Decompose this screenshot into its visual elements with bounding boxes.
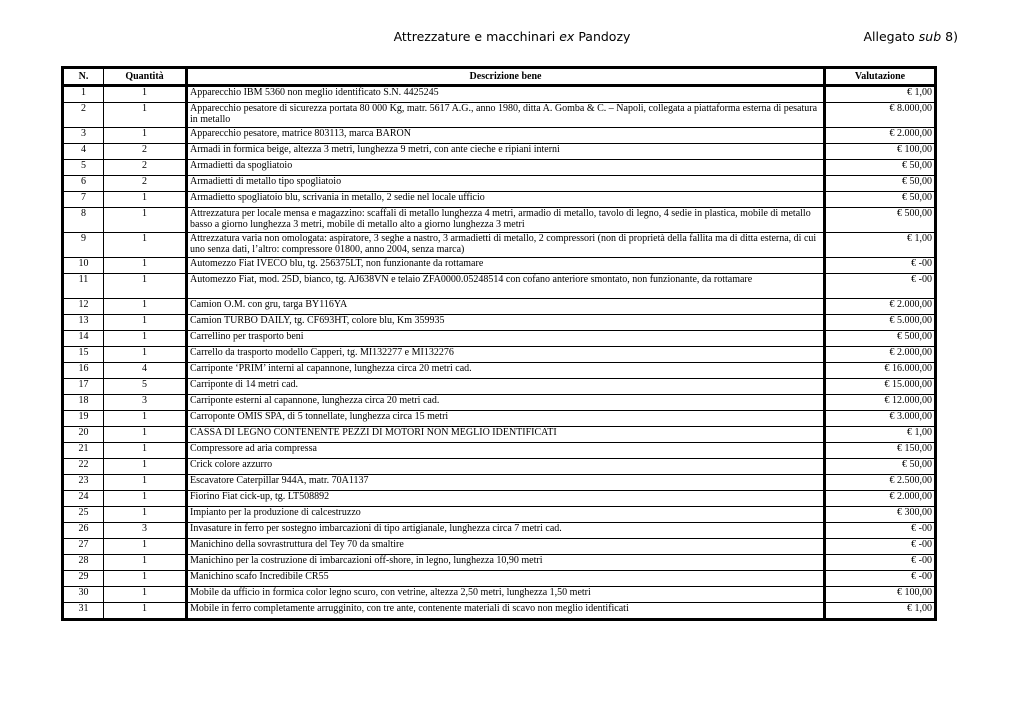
row-valuation: € 8.000,00 (825, 103, 936, 128)
table-row (63, 274, 936, 299)
row-valuation: € 100,00 (825, 587, 936, 603)
row-quantity: 1 (104, 192, 187, 208)
row-quantity: 1 (104, 299, 187, 315)
row-valuation: € 50,00 (825, 176, 936, 192)
row-quantity: 1 (104, 459, 187, 475)
table-row (63, 103, 936, 128)
row-description: Apparecchio pesatore, matrice 803113, marca BARON (187, 128, 825, 144)
row-valuation: € 3.000,00 (825, 411, 936, 427)
table-row (63, 299, 936, 315)
row-quantity: 2 (104, 160, 187, 176)
row-quantity: 1 (104, 315, 187, 331)
row-valuation: € 500,00 (825, 331, 936, 347)
table-row (63, 395, 936, 411)
row-valuation: € 50,00 (825, 192, 936, 208)
row-quantity: 5 (104, 379, 187, 395)
row-description: Escavatore Caterpillar 944A, matr. 70A1137 (187, 475, 825, 491)
table-row (63, 587, 936, 603)
row-number: 14 (63, 331, 104, 347)
row-description: Camion O.M. con gru, targa BY116YA (187, 299, 825, 315)
row-description: Manichino della sovrastruttura del Tey 70 da smaltire (187, 539, 825, 555)
row-description: Armadietti da spogliatoio (187, 160, 825, 176)
row-valuation: € 2.000,00 (825, 491, 936, 507)
row-description: Camion TURBO DAILY, tg. CF693HT, colore blu, Km 359935 (187, 315, 825, 331)
column-header-quantity: Quantità (104, 68, 187, 86)
row-quantity: 1 (104, 258, 187, 274)
table-row (63, 86, 936, 103)
table-row (63, 507, 936, 523)
row-number: 18 (63, 395, 104, 411)
row-quantity: 2 (104, 176, 187, 192)
row-description: Impianto per la produzione di calcestruzzo (187, 507, 825, 523)
row-valuation: € 2.000,00 (825, 299, 936, 315)
row-quantity: 2 (104, 144, 187, 160)
row-description: Automezzo Fiat, mod. 25D, bianco, tg. AJ638VN e telaio ZFA0000.05248514 con cofano anteriore smontato, non funzionante, da rottamare (187, 274, 825, 299)
row-description: Carrello da trasporto modello Capperi, tg. MI132277 e MI132276 (187, 347, 825, 363)
row-valuation: € 150,00 (825, 443, 936, 459)
row-number: 12 (63, 299, 104, 315)
row-valuation: € -00 (825, 571, 936, 587)
row-quantity: 1 (104, 411, 187, 427)
row-valuation: € 2.000,00 (825, 128, 936, 144)
row-quantity: 1 (104, 571, 187, 587)
row-number: 27 (63, 539, 104, 555)
table-row (63, 315, 936, 331)
column-header-number: N. (63, 68, 104, 86)
row-quantity: 4 (104, 363, 187, 379)
row-number: 20 (63, 427, 104, 443)
table-row (63, 192, 936, 208)
row-description: Carrellino per trasporto beni (187, 331, 825, 347)
row-number: 3 (63, 128, 104, 144)
row-description: Invasature in ferro per sostegno imbarcazioni di tipo artigianale, lunghezza circa 7 metri cad. (187, 523, 825, 539)
table-row (63, 347, 936, 363)
row-number: 16 (63, 363, 104, 379)
row-number: 5 (63, 160, 104, 176)
row-valuation: € -00 (825, 555, 936, 571)
attachment-prefix: Allegato (863, 29, 915, 44)
row-number: 11 (63, 274, 104, 299)
row-number: 21 (63, 443, 104, 459)
row-number: 10 (63, 258, 104, 274)
row-quantity: 1 (104, 274, 187, 299)
row-description: Carriponte di 14 metri cad. (187, 379, 825, 395)
row-quantity: 1 (104, 555, 187, 571)
row-valuation: € 16.000,00 (825, 363, 936, 379)
title-prefix: Attrezzature e macchinari (393, 29, 556, 44)
attachment-italic: sub (918, 29, 942, 44)
row-valuation: € 1,00 (825, 86, 936, 103)
row-quantity: 1 (104, 539, 187, 555)
table-row (63, 128, 936, 144)
row-quantity: 1 (104, 427, 187, 443)
column-header-valuation: Valutazione (825, 68, 936, 86)
table-row (63, 258, 936, 274)
table-row (63, 379, 936, 395)
table-row (63, 555, 936, 571)
row-number: 31 (63, 603, 104, 620)
table-row (63, 475, 936, 491)
row-quantity: 3 (104, 523, 187, 539)
row-description: Apparecchio IBM 5360 non meglio identificato S.N. 4425245 (187, 86, 825, 103)
row-quantity: 1 (104, 128, 187, 144)
row-number: 29 (63, 571, 104, 587)
row-valuation: € 100,00 (825, 144, 936, 160)
table-row (63, 363, 936, 379)
row-valuation: € 300,00 (825, 507, 936, 523)
table-row (63, 523, 936, 539)
row-quantity: 1 (104, 507, 187, 523)
table-row (63, 443, 936, 459)
row-number: 30 (63, 587, 104, 603)
row-quantity: 1 (104, 475, 187, 491)
column-header-description: Descrizione bene (187, 68, 825, 86)
row-valuation: € 5.000,00 (825, 315, 936, 331)
row-quantity: 1 (104, 347, 187, 363)
row-description: Compressore ad aria compressa (187, 443, 825, 459)
row-number: 4 (63, 144, 104, 160)
row-number: 2 (63, 103, 104, 128)
table-row (63, 427, 936, 443)
table-row (63, 233, 936, 258)
table-body (63, 86, 936, 620)
row-description: Carriponte ‘PRIM’ interni al capannone, lunghezza circa 20 metri cad. (187, 363, 825, 379)
row-description: Manichino per la costruzione di imbarcazioni off-shore, in legno, lunghezza 10,90 metri (187, 555, 825, 571)
row-number: 15 (63, 347, 104, 363)
row-description: CASSA DI LEGNO CONTENENTE PEZZI DI MOTORI NON MEGLIO IDENTIFICATI (187, 427, 825, 443)
row-description: Attrezzatura varia non omologata: aspiratore, 3 seghe a nastro, 3 armadietti di metallo, 2 compressori (non di proprietà della fallita ma di ditta esterna, di cui uno senza dati, l’altro: compressore 01800, anno 2004, senza marca) (187, 233, 825, 258)
row-valuation: € 1,00 (825, 427, 936, 443)
row-description: Manichino scafo Incredibile CR55 (187, 571, 825, 587)
row-quantity: 1 (104, 491, 187, 507)
row-description: Armadietto spogliatoio blu, scrivania in metallo, 2 sedie nel locale ufficio (187, 192, 825, 208)
assets-table (61, 66, 937, 621)
row-number: 8 (63, 208, 104, 233)
row-valuation: € -00 (825, 539, 936, 555)
attachment-label (863, 29, 958, 44)
row-number: 28 (63, 555, 104, 571)
row-description: Crick colore azzurro (187, 459, 825, 475)
row-valuation: € 50,00 (825, 160, 936, 176)
row-description: Attrezzatura per locale mensa e magazzino: scaffali di metallo lunghezza 4 metri, armadio di metallo, tavolo di legno, 4 sedie in plastica, mobile di metallo basso a giorno lunghezza 3 metri, mobile di metallo alto a giorno lunghezza 3 metri (187, 208, 825, 233)
row-valuation: € 1,00 (825, 233, 936, 258)
row-valuation: € 12.000,00 (825, 395, 936, 411)
row-description: Automezzo Fiat IVECO blu, tg. 256375LT, non funzionante da rottamare (187, 258, 825, 274)
table-header-row (63, 68, 936, 86)
row-number: 19 (63, 411, 104, 427)
row-number: 13 (63, 315, 104, 331)
table-row (63, 491, 936, 507)
row-valuation: € 50,00 (825, 459, 936, 475)
row-number: 17 (63, 379, 104, 395)
row-quantity: 1 (104, 233, 187, 258)
row-number: 7 (63, 192, 104, 208)
table-row (63, 176, 936, 192)
row-quantity: 1 (104, 103, 187, 128)
row-description: Fiorino Fiat cick-up, tg. LT508892 (187, 491, 825, 507)
title-suffix: Pandozy (578, 29, 631, 44)
table-row (63, 411, 936, 427)
row-quantity: 1 (104, 208, 187, 233)
row-valuation: € 500,00 (825, 208, 936, 233)
table-row (63, 603, 936, 620)
row-number: 6 (63, 176, 104, 192)
title-italic: ex (559, 29, 575, 44)
row-number: 9 (63, 233, 104, 258)
row-quantity: 1 (104, 443, 187, 459)
row-valuation: € 2.500,00 (825, 475, 936, 491)
row-description: Armadi in formica beige, altezza 3 metri, lunghezza 9 metri, con ante cieche e ripiani interni (187, 144, 825, 160)
row-valuation: € 2.000,00 (825, 347, 936, 363)
table-row (63, 331, 936, 347)
row-number: 24 (63, 491, 104, 507)
row-number: 1 (63, 86, 104, 103)
row-valuation: € -00 (825, 258, 936, 274)
table-row (63, 539, 936, 555)
table-row (63, 160, 936, 176)
row-description: Carriponte esterni al capannone, lunghezza circa 20 metri cad. (187, 395, 825, 411)
row-description: Mobile in ferro completamente arrugginito, con tre ante, contenente materiali di scavo non meglio identificati (187, 603, 825, 620)
row-number: 25 (63, 507, 104, 523)
row-description: Apparecchio pesatore di sicurezza portata 80 000 Kg, matr. 5617 A.G., anno 1980, ditta A. Gomba & C. – Napoli, collegata a piattaforma esterna di pesatura in metallo (187, 103, 825, 128)
table-row (63, 571, 936, 587)
attachment-suffix: 8) (945, 29, 958, 44)
row-number: 22 (63, 459, 104, 475)
row-quantity: 3 (104, 395, 187, 411)
table-row (63, 208, 936, 233)
row-valuation: € -00 (825, 274, 936, 299)
row-number: 23 (63, 475, 104, 491)
row-quantity: 1 (104, 587, 187, 603)
row-valuation: € -00 (825, 523, 936, 539)
table-row (63, 144, 936, 160)
row-valuation: € 15.000,00 (825, 379, 936, 395)
row-quantity: 1 (104, 86, 187, 103)
row-valuation: € 1,00 (825, 603, 936, 620)
row-description: Mobile da ufficio in formica color legno scuro, con vetrine, altezza 2,50 metri, lunghezza 1,50 metri (187, 587, 825, 603)
row-quantity: 1 (104, 331, 187, 347)
row-number: 26 (63, 523, 104, 539)
row-quantity: 1 (104, 603, 187, 620)
row-description: Carroponte OMIS SPA, di 5 tonnellate, lunghezza circa 15 metri (187, 411, 825, 427)
row-description: Armadietti di metallo tipo spogliatoio (187, 176, 825, 192)
table-row (63, 459, 936, 475)
